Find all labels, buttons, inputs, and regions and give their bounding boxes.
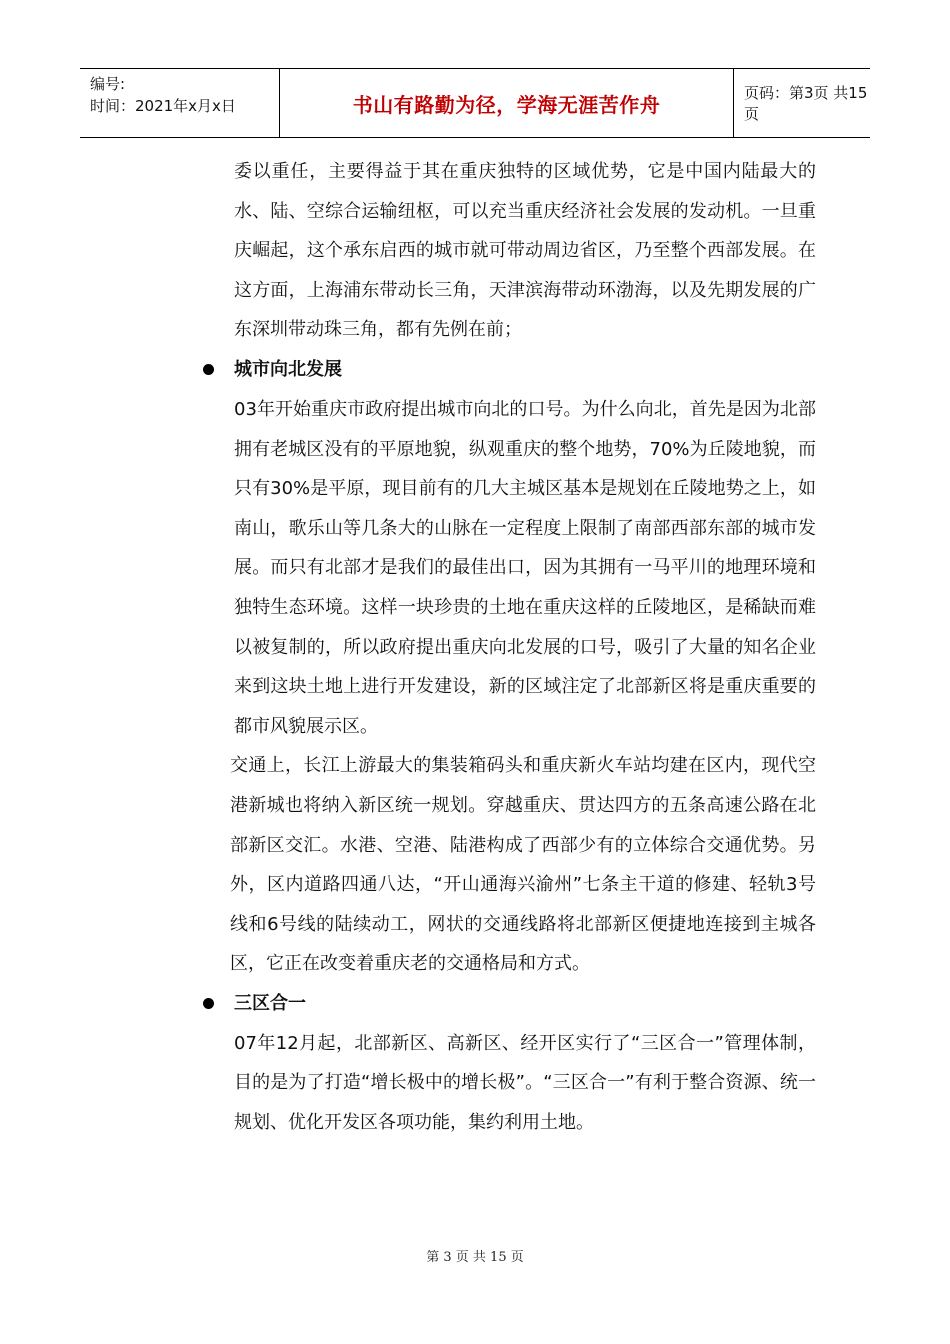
paragraph-3: 交通上，长江上游最大的集装箱码头和重庆新火车站均建在区内，现代空港新城也将纳入新区统一规划。穿越重庆、贯达四方的五条高速公路在北部新区交汇。水港、空港、陆港构成了西部少有的立体综合交通优势。另外，区内道路四通八达，“开山通海兴渝州”七条主干道的修建、轻轨3号线和6号线的陆续动工，网状的交通线路将北部新区便捷地连接到主城各区，它正在改变着重庆老的交通格局和方式。	[230, 755, 816, 975]
bullet-icon	[203, 998, 214, 1009]
paragraph-1: 委以重任，主要得益于其在重庆独特的区域优势，它是中国内陆最大的水、陆、空综合运输纽枢，可以充当重庆经济社会发展的发动机。一旦重庆崛起，这个承东启西的城市就可带动周边省区，乃至整个西部发展。在这方面，上海浦东带动长三角，天津滨海带动环渤海，以及先期发展的广东深圳带动珠三角，都有先例在前；	[234, 161, 816, 341]
header-meta	[80, 69, 280, 137]
page-header	[80, 68, 870, 138]
heading-text: 城市向北发展	[234, 358, 342, 380]
page-info: 页码：第3页 共15页	[744, 84, 868, 123]
bullet-icon	[203, 364, 214, 375]
section-heading-north	[196, 350, 816, 390]
motto: 书山有路勤为径，学海无涯苦作舟	[280, 69, 734, 137]
number-label: 编号:	[90, 75, 126, 93]
paragraph-2: 03年开始重庆市政府提出城市向北的口号。为什么向北，首先是因为北部拥有老城区没有的平原地貌，纵观重庆的整个地势，70%为丘陵地貌，而只有30%是平原，现目前有的几大主城区基本是规划在丘陵地势之上，如南山，歌乐山等几条大的山脉在一定程度上限制了南部西部东部的城市发展。而只有北部才是我们的最佳出口，因为其拥有一马平川的地理环境和独特生态环境。这样一块珍贵的土地在重庆这样的丘陵地区，是稀缺而难以被复制的，所以政府提出重庆向北发展的口号，吸引了大量的知名企业来到这块土地上进行开发建设，新的区域注定了北部新区将是重庆重要的都市风貌展示区。	[234, 398, 816, 737]
document-body	[196, 152, 816, 1143]
section-heading-three-zones	[196, 984, 816, 1024]
time-label: 时间：2021年x月x日	[90, 97, 236, 115]
paragraph-4: 07年12月起，北部新区、高新区、经开区实行了“三区合一”管理体制，目的是为了打造“增长极中的增长极”。“三区合一”有利于整合资源、统一规划、优化开发区各项功能，集约利用土地。	[234, 1032, 816, 1134]
page-footer: 第 3 页 共 15 页	[426, 1250, 524, 1265]
heading-text: 三区合一	[234, 992, 306, 1014]
